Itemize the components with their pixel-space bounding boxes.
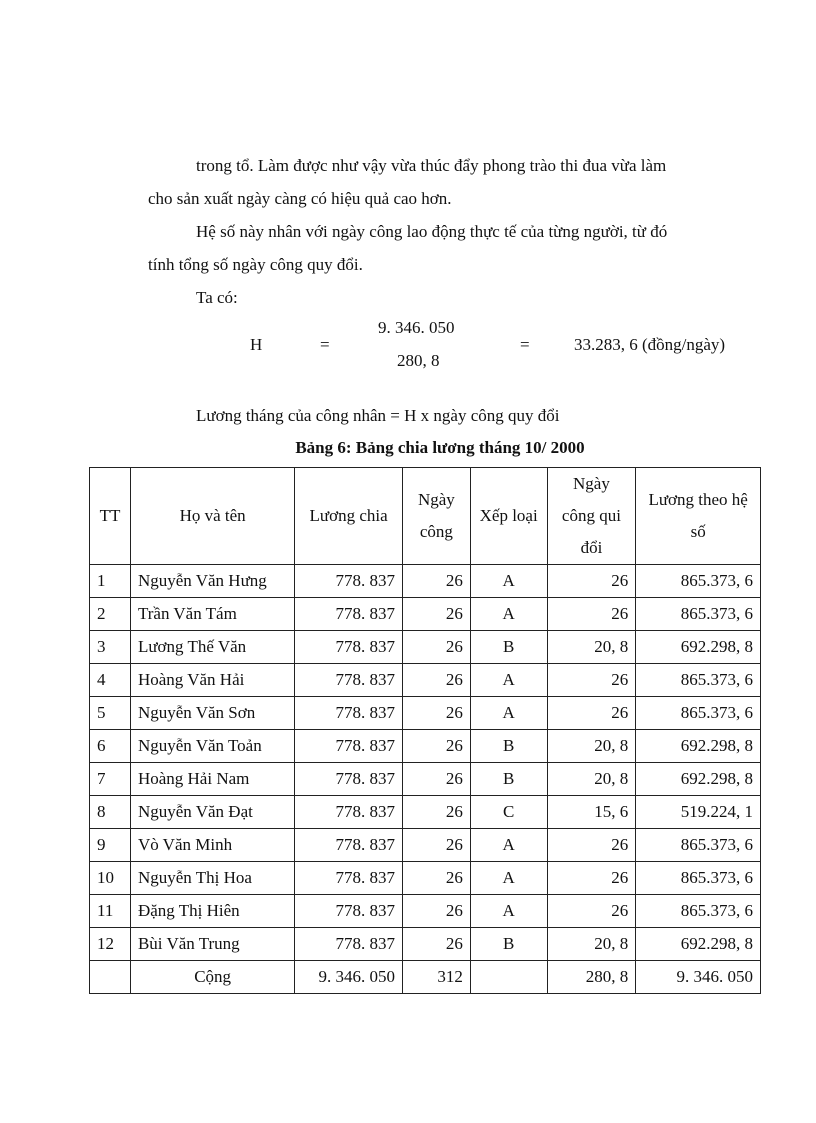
cell-work-days: 26	[402, 796, 470, 829]
cell-rank: B	[470, 763, 547, 796]
cell-tt: 7	[90, 763, 131, 796]
cell-work-days: 26	[402, 928, 470, 961]
cell-work-days: 26	[402, 829, 470, 862]
cell-salary-share: 778. 837	[295, 598, 403, 631]
formula-lhs: H	[250, 335, 263, 354]
formula-equals-1: =	[320, 335, 330, 354]
cell-tt: 5	[90, 697, 131, 730]
cell-coef-salary: 692.298, 8	[636, 730, 761, 763]
cell-work-days: 26	[402, 730, 470, 763]
cell-converted-days: 26	[547, 565, 636, 598]
header-tt: TT	[90, 468, 131, 565]
cell-tt: 9	[90, 829, 131, 862]
table-row	[90, 631, 761, 664]
cell-rank: A	[470, 664, 547, 697]
cell-name: Đặng Thị Hiên	[130, 895, 294, 928]
cell-tt: 11	[90, 895, 131, 928]
cell-converted-days: 20, 8	[547, 928, 636, 961]
table-row	[90, 928, 761, 961]
cell-name: Nguyễn Thị Hoa	[130, 862, 294, 895]
cell-work-days: 26	[402, 598, 470, 631]
cell-tt: 1	[90, 565, 131, 598]
total-rank	[470, 961, 547, 994]
cell-tt: 4	[90, 664, 131, 697]
cell-tt: 3	[90, 631, 131, 664]
cell-rank: C	[470, 796, 547, 829]
cell-coef-salary: 692.298, 8	[636, 631, 761, 664]
cell-converted-days: 15, 6	[547, 796, 636, 829]
cell-converted-days: 26	[547, 895, 636, 928]
paragraph-1-line-1: trong tổ. Làm được như vậy vừa thúc đẩy phong trào thi đua vừa làm	[196, 156, 667, 175]
table-header-row	[90, 468, 761, 565]
cell-salary-share: 778. 837	[295, 928, 403, 961]
total-label: Cộng	[130, 961, 294, 994]
header-converted-days: Ngày công qui đổi	[547, 468, 636, 565]
cell-work-days: 26	[402, 763, 470, 796]
cell-coef-salary: 865.373, 6	[636, 565, 761, 598]
cell-salary-share: 778. 837	[295, 895, 403, 928]
cell-coef-salary: 692.298, 8	[636, 928, 761, 961]
cell-tt: 10	[90, 862, 131, 895]
cell-rank: A	[470, 565, 547, 598]
cell-rank: A	[470, 862, 547, 895]
header-salary-share: Lương chia	[295, 468, 403, 565]
cell-work-days: 26	[402, 631, 470, 664]
formula-numerator: 9. 346. 050	[378, 318, 455, 337]
total-converted-days: 280, 8	[547, 961, 636, 994]
cell-name: Nguyễn Văn Sơn	[130, 697, 294, 730]
total-salary-share: 9. 346. 050	[295, 961, 403, 994]
cell-name: Bùi Văn Trung	[130, 928, 294, 961]
cell-name: Hoàng Văn Hải	[130, 664, 294, 697]
cell-converted-days: 26	[547, 697, 636, 730]
cell-name: Nguyễn Văn Hưng	[130, 565, 294, 598]
table-row	[90, 730, 761, 763]
cell-name: Trần Văn Tám	[130, 598, 294, 631]
table-row	[90, 829, 761, 862]
cell-salary-share: 778. 837	[295, 862, 403, 895]
cell-rank: B	[470, 928, 547, 961]
cell-converted-days: 26	[547, 598, 636, 631]
cell-converted-days: 26	[547, 829, 636, 862]
cell-coef-salary: 865.373, 6	[636, 598, 761, 631]
cell-tt: 6	[90, 730, 131, 763]
cell-converted-days: 26	[547, 664, 636, 697]
cell-work-days: 26	[402, 664, 470, 697]
table-row	[90, 565, 761, 598]
header-coef-salary: Lương theo hệ số	[636, 468, 761, 565]
table-row	[90, 598, 761, 631]
cell-rank: A	[470, 697, 547, 730]
cell-name: Vò Văn Minh	[130, 829, 294, 862]
cell-converted-days: 26	[547, 862, 636, 895]
cell-rank: B	[470, 730, 547, 763]
cell-coef-salary: 865.373, 6	[636, 895, 761, 928]
cell-rank: A	[470, 829, 547, 862]
cell-tt: 8	[90, 796, 131, 829]
cell-tt: 12	[90, 928, 131, 961]
cell-coef-salary: 692.298, 8	[636, 763, 761, 796]
paragraph-monthly-salary: Lương tháng của công nhân = H x ngày công quy đổi	[196, 406, 560, 425]
table-row	[90, 796, 761, 829]
formula-denominator: 280, 8	[397, 351, 440, 370]
table-row	[90, 664, 761, 697]
table-caption: Bảng 6: Bảng chia lương tháng 10/ 2000	[295, 438, 585, 457]
total-tt-cell	[90, 961, 131, 994]
cell-salary-share: 778. 837	[295, 664, 403, 697]
cell-coef-salary: 865.373, 6	[636, 862, 761, 895]
cell-converted-days: 20, 8	[547, 730, 636, 763]
header-rank: Xếp loại	[470, 468, 547, 565]
salary-table	[89, 467, 761, 994]
cell-salary-share: 778. 837	[295, 796, 403, 829]
cell-coef-salary: 519.224, 1	[636, 796, 761, 829]
header-work-days: Ngày công	[402, 468, 470, 565]
table-row	[90, 697, 761, 730]
cell-coef-salary: 865.373, 6	[636, 829, 761, 862]
cell-salary-share: 778. 837	[295, 730, 403, 763]
cell-name: Hoàng Hải Nam	[130, 763, 294, 796]
cell-name: Nguyễn Văn Đạt	[130, 796, 294, 829]
cell-converted-days: 20, 8	[547, 631, 636, 664]
cell-salary-share: 778. 837	[295, 829, 403, 862]
cell-rank: A	[470, 895, 547, 928]
header-name: Họ và tên	[130, 468, 294, 565]
cell-coef-salary: 865.373, 6	[636, 664, 761, 697]
cell-salary-share: 778. 837	[295, 763, 403, 796]
paragraph-1-line-2: cho sản xuất ngày càng có hiệu quả cao hơn.	[148, 189, 452, 208]
cell-work-days: 26	[402, 895, 470, 928]
cell-name: Lương Thế Văn	[130, 631, 294, 664]
table-row	[90, 763, 761, 796]
cell-work-days: 26	[402, 862, 470, 895]
formula-equals-2: =	[520, 335, 530, 354]
cell-coef-salary: 865.373, 6	[636, 697, 761, 730]
formula-result: 33.283, 6 (đồng/ngày)	[574, 335, 726, 354]
cell-work-days: 26	[402, 565, 470, 598]
table-row	[90, 862, 761, 895]
paragraph-2-line-1: Hệ số này nhân với ngày công lao động thực tế của từng người, từ đó	[196, 222, 668, 241]
paragraph-2-line-2: tính tổng số ngày công quy đổi.	[148, 255, 363, 274]
cell-rank: B	[470, 631, 547, 664]
paragraph-ta-co: Ta có:	[196, 288, 238, 307]
total-work-days: 312	[402, 961, 470, 994]
cell-salary-share: 778. 837	[295, 565, 403, 598]
cell-rank: A	[470, 598, 547, 631]
cell-name: Nguyễn Văn Toản	[130, 730, 294, 763]
cell-salary-share: 778. 837	[295, 697, 403, 730]
table-total-row	[90, 961, 761, 994]
cell-salary-share: 778. 837	[295, 631, 403, 664]
total-coef-salary: 9. 346. 050	[636, 961, 761, 994]
cell-converted-days: 20, 8	[547, 763, 636, 796]
cell-work-days: 26	[402, 697, 470, 730]
cell-tt: 2	[90, 598, 131, 631]
table-row	[90, 895, 761, 928]
